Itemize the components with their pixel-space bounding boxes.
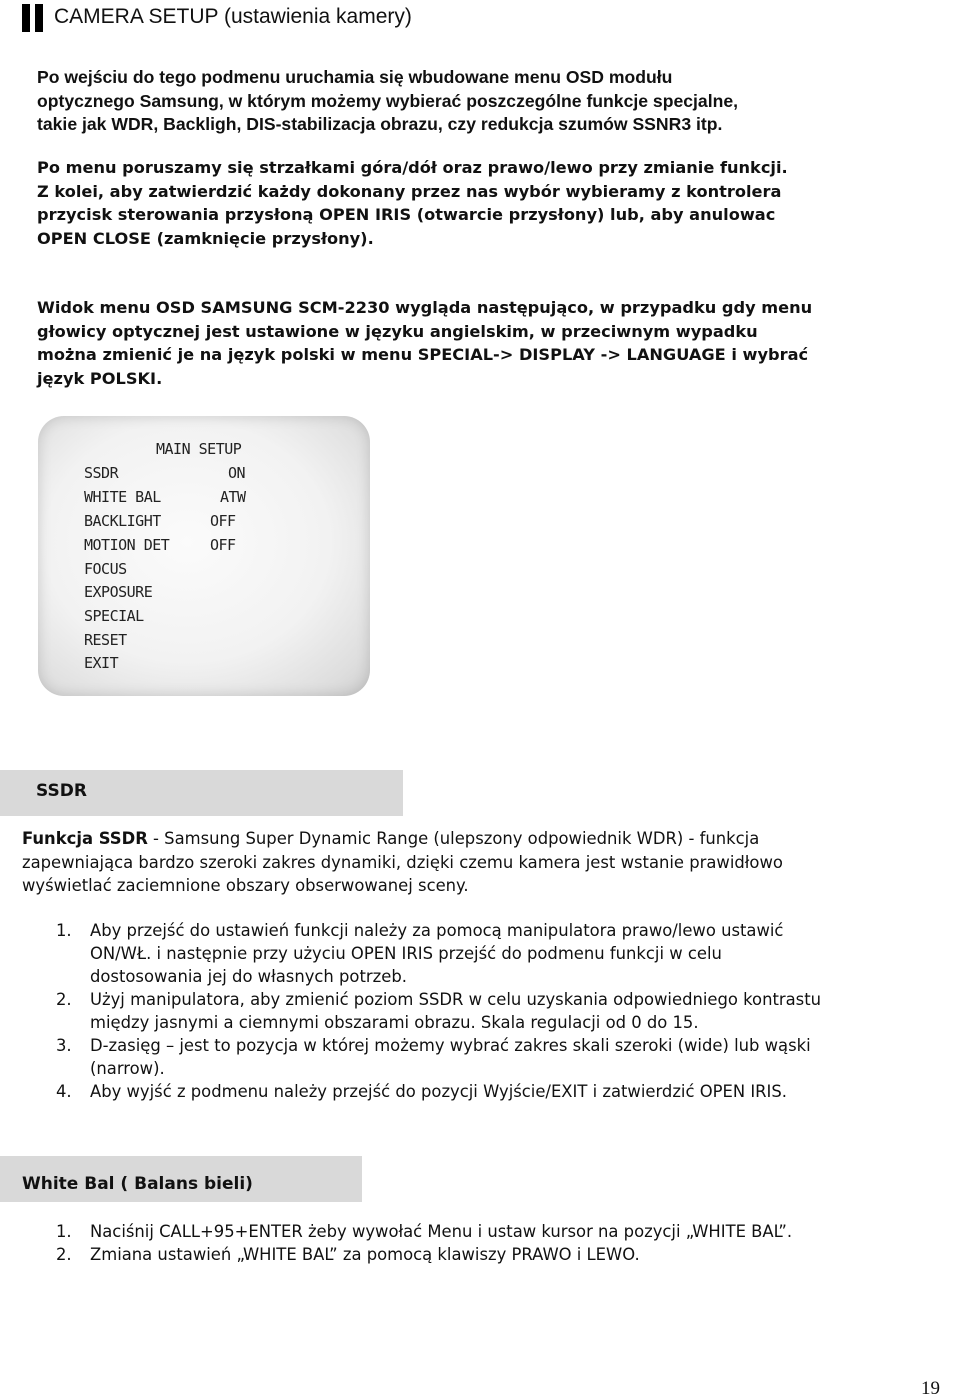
ssdr-description-line: - Samsung Super Dynamic Range (ulepszony odpowiednik WDR) - funkcja [147,829,760,848]
ssdr-heading-box [0,770,403,816]
osd-menu-screenshot [38,416,370,696]
list-item: 2. Użyj manipulatora, aby zmienić poziom SSDR w celu uzyskania odpowiedniego kontrastu między jasnymi a ciemnymi obszarami obrazu. Skala regulacji od 0 do 15. [56,990,822,1032]
navigation-line: przycisk sterowania przysłoną OPEN IRIS (otwarcie przysłony) lub, aby anulowac [37,205,776,224]
osd-menu-title: MAIN SETUP [156,440,242,458]
page-number: 19 [921,1378,940,1399]
osd-menu-item: BACKLIGHT [84,512,161,530]
osd-info-line: głowicy optycznej jest ustawione w języku angielskim, w przeciwnym wypadku [37,321,758,341]
ssdr-heading: SSDR [36,781,87,801]
white-bal-heading: White Bal ( Balans bieli) [22,1174,253,1194]
ssdr-description-line: zapewniająca bardzo szeroki zakres dynamiki, dzięki czemu kamera jest wstanie prawidłowo [22,852,783,872]
navigation-line: Z kolei, aby zatwierdzić każdy dokonany przez nas wybór wybieramy z kontrolera [37,181,782,201]
osd-menu-item: WHITE BAL [84,488,161,506]
list-item: 3. D-zasięg – jest to pozycja w której możemy wybrać zakres skali szeroki (wide) lub wąski (narrow). [56,1036,811,1078]
list-item: 2. Zmiana ustawień „WHITE BAL” za pomocą klawiszy PRAWO i LEWO. [56,1245,640,1264]
osd-menu-value: OFF [210,512,236,530]
osd-info-line: Widok menu OSD SAMSUNG SCM-2230 wygląda następująco, w przypadku gdy menu [37,298,813,317]
white-bal-steps-list [22,1220,952,1266]
osd-menu-item: SSDR [84,464,119,482]
osd-menu-item: SPECIAL [84,607,144,625]
intro-line: takie jak WDR, Backligh, DIS-stabilizacja obrazu, czy redukcja szumów SSNR3 itp. [37,114,723,134]
osd-menu-item: EXPOSURE [84,583,153,601]
white-bal-heading-box [0,1156,362,1202]
ssdr-description [22,827,942,898]
osd-info-line: można zmienić je na język polski w menu SPECIAL-> DISPLAY -> LANGUAGE i wybrać [37,345,809,364]
intro-line: optycznego Samsung, w którym możemy wybierać poszczególne funkcje specjalne, [37,90,739,111]
list-item: 4. Aby wyjść z podmenu należy przejść do pozycji Wyjście/EXIT i zatwierdzić OPEN IRIS. [56,1082,787,1101]
page-title: CAMERA SETUP (ustawienia kamery) [54,5,412,28]
ssdr-steps-list [22,919,952,1103]
osd-menu-value: OFF [210,536,236,554]
navigation-line: Po menu poruszamy się strzałkami góra/dół oraz prawo/lewo przy zmianie funkcji. [37,158,788,177]
intro-line: Po wejściu do tego podmenu uruchamia się wbudowane menu OSD modułu [37,67,673,87]
osd-menu-value: ATW [220,488,246,506]
ssdr-description-line: wyświetlać zaciemnione obszary obserwowanej sceny. [22,876,469,895]
navigation-line: OPEN CLOSE (zamknięcie przysłony). [37,228,374,248]
ssdr-description-bold: Funkcja SSDR [22,829,148,848]
header-bars-icon [22,4,48,32]
osd-info-paragraph [37,296,952,390]
osd-menu-item: EXIT [84,654,119,672]
list-item: 1. Aby przejść do ustawień funkcji należy za pomocą manipulatora prawo/lewo ustawić ON/WŁ. i następnie przy użyciu OPEN IRIS przejść do podmenu funkcji w celu dostosowania jej do własnych potrzeb. [56,921,784,986]
osd-menu-item: RESET [84,631,127,649]
osd-menu-item: MOTION DET [84,536,170,554]
list-item: 1. Naciśnij CALL+95+ENTER żeby wywołać Menu i ustaw kursor na pozycji „WHITE BAL”. [56,1222,793,1241]
osd-info-line: język POLSKI. [37,368,163,388]
intro-paragraph [37,66,942,137]
osd-menu-value: ON [228,464,246,482]
navigation-paragraph [37,156,952,250]
osd-menu-item: FOCUS [84,560,127,578]
